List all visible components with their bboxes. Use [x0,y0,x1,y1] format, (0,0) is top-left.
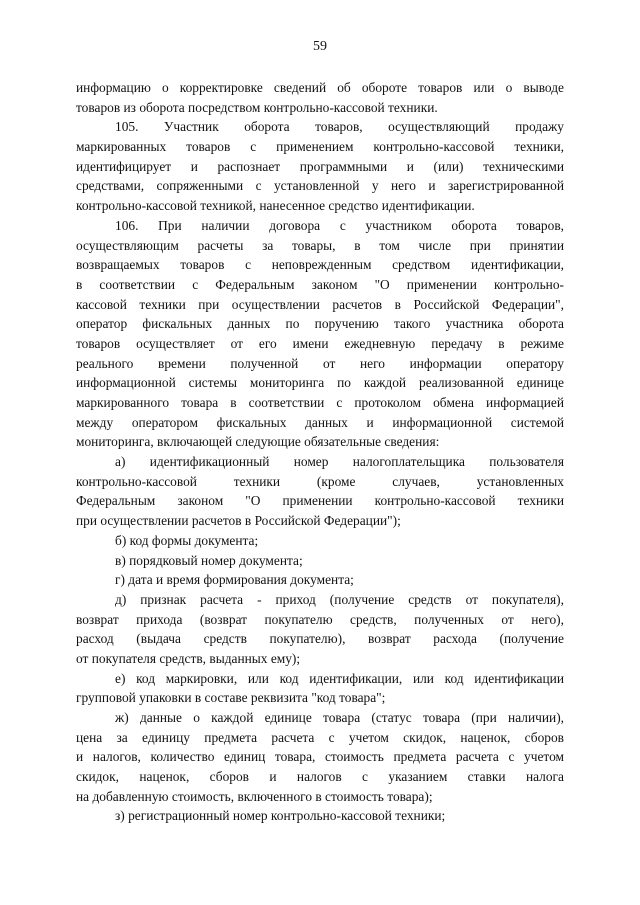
paragraph [76,531,564,551]
paragraph [76,117,564,215]
text-line: между оператором фискальных данных и информационной системой [76,414,564,430]
text-line: мониторинга, включающей следующие обязательные сведения: [76,434,440,450]
text-line: б) код формы документа; [115,532,259,548]
text-line: з) регистрационный номер контрольно-кассовой техники; [115,808,446,824]
text-line: 106. При наличии договора с участником оборота товаров, [115,217,564,233]
text-line: осуществляющим расчеты за товары, в том числе при принятии [76,237,564,253]
text-line: расход (выдача средств покупателю), возврат расхода (получение [76,631,564,647]
text-line: идентифицирует и распознает программными и (или) техническими [76,158,564,174]
text-line: 105. Участник оборота товаров, осуществляющий продажу [115,119,564,135]
paragraph [76,669,564,708]
text-line: при осуществлении расчетов в Российской Федерации"); [76,513,401,529]
document-body [76,78,564,826]
text-line: оператор фискальных данных по поручению такого участника оборота [76,316,564,332]
text-line: в) порядковый номер документа; [115,552,303,568]
text-line: а) идентификационный номер налогоплательщика пользователя [115,454,564,470]
text-line: цена за единицу предмета расчета с учетом скидок, наценок, сборов [76,729,564,745]
paragraph [76,806,564,826]
text-line: контрольно-кассовой техники (кроме случаев, установленных [76,473,564,489]
text-line: информацию о корректировке сведений об обороте товаров или о выводе [76,80,564,95]
paragraph [76,708,564,806]
text-line: возвращаемых товаров с неповрежденным средством идентификации, [76,257,564,273]
text-line: контрольно-кассовой техникой, нанесенное средство идентификации. [76,198,475,214]
paragraph [76,570,564,590]
text-line: д) признак расчета - приход (получение средств от покупателя), [115,591,564,607]
text-line: Федеральным законом "О применении контрольно-кассовой техники [76,493,564,509]
paragraph [76,452,564,531]
text-line: от покупателя средств, выданных ему); [76,650,301,666]
text-line: г) дата и время формирования документа; [115,572,354,588]
text-line: реального времени полученной от него информации оператору [76,355,564,371]
text-line: ж) данные о каждой единице товара (статус товара (при наличии), [115,710,564,725]
text-line: и налогов, количество единиц товара, стоимость предмета расчета с учетом [76,749,564,765]
paragraph [76,590,564,669]
text-line: маркированных товаров с применением контрольно-кассовой техники, [76,139,564,155]
text-line: товаров из оборота посредством контрольно-кассовой техники. [76,99,438,115]
text-line: маркированного товара в соответствии с протоколом обмена информацией [76,395,564,410]
text-line: групповой упаковки в составе реквизита "код товара"; [76,690,386,706]
text-line: возврат прихода (возврат покупателю средств, полученных от него), [76,611,564,627]
text-line: на добавленную стоимость, включенного в стоимость товара); [76,788,433,804]
text-line: информационной системы мониторинга по каждой реализованной единице [76,375,564,391]
text-line: товаров осуществляет от его имени ежедневную передачу в режиме [76,335,564,351]
text-line: кассовой техники при осуществлении расчетов в Российской Федерации", [76,296,564,312]
text-line: е) код маркировки, или код идентификации, или код идентификации [115,670,564,686]
paragraph [76,78,564,117]
paragraph [76,216,564,452]
page-number: 59 [313,39,327,54]
text-line: скидок, наценок, сборов и налогов с указанием ставки налога [76,769,564,785]
text-line: в соответствии с Федеральным законом "О применении контрольно- [76,276,564,292]
paragraph [76,551,564,571]
text-line: средствами, сопряженными с установленной у него и зарегистрированной [76,178,564,194]
